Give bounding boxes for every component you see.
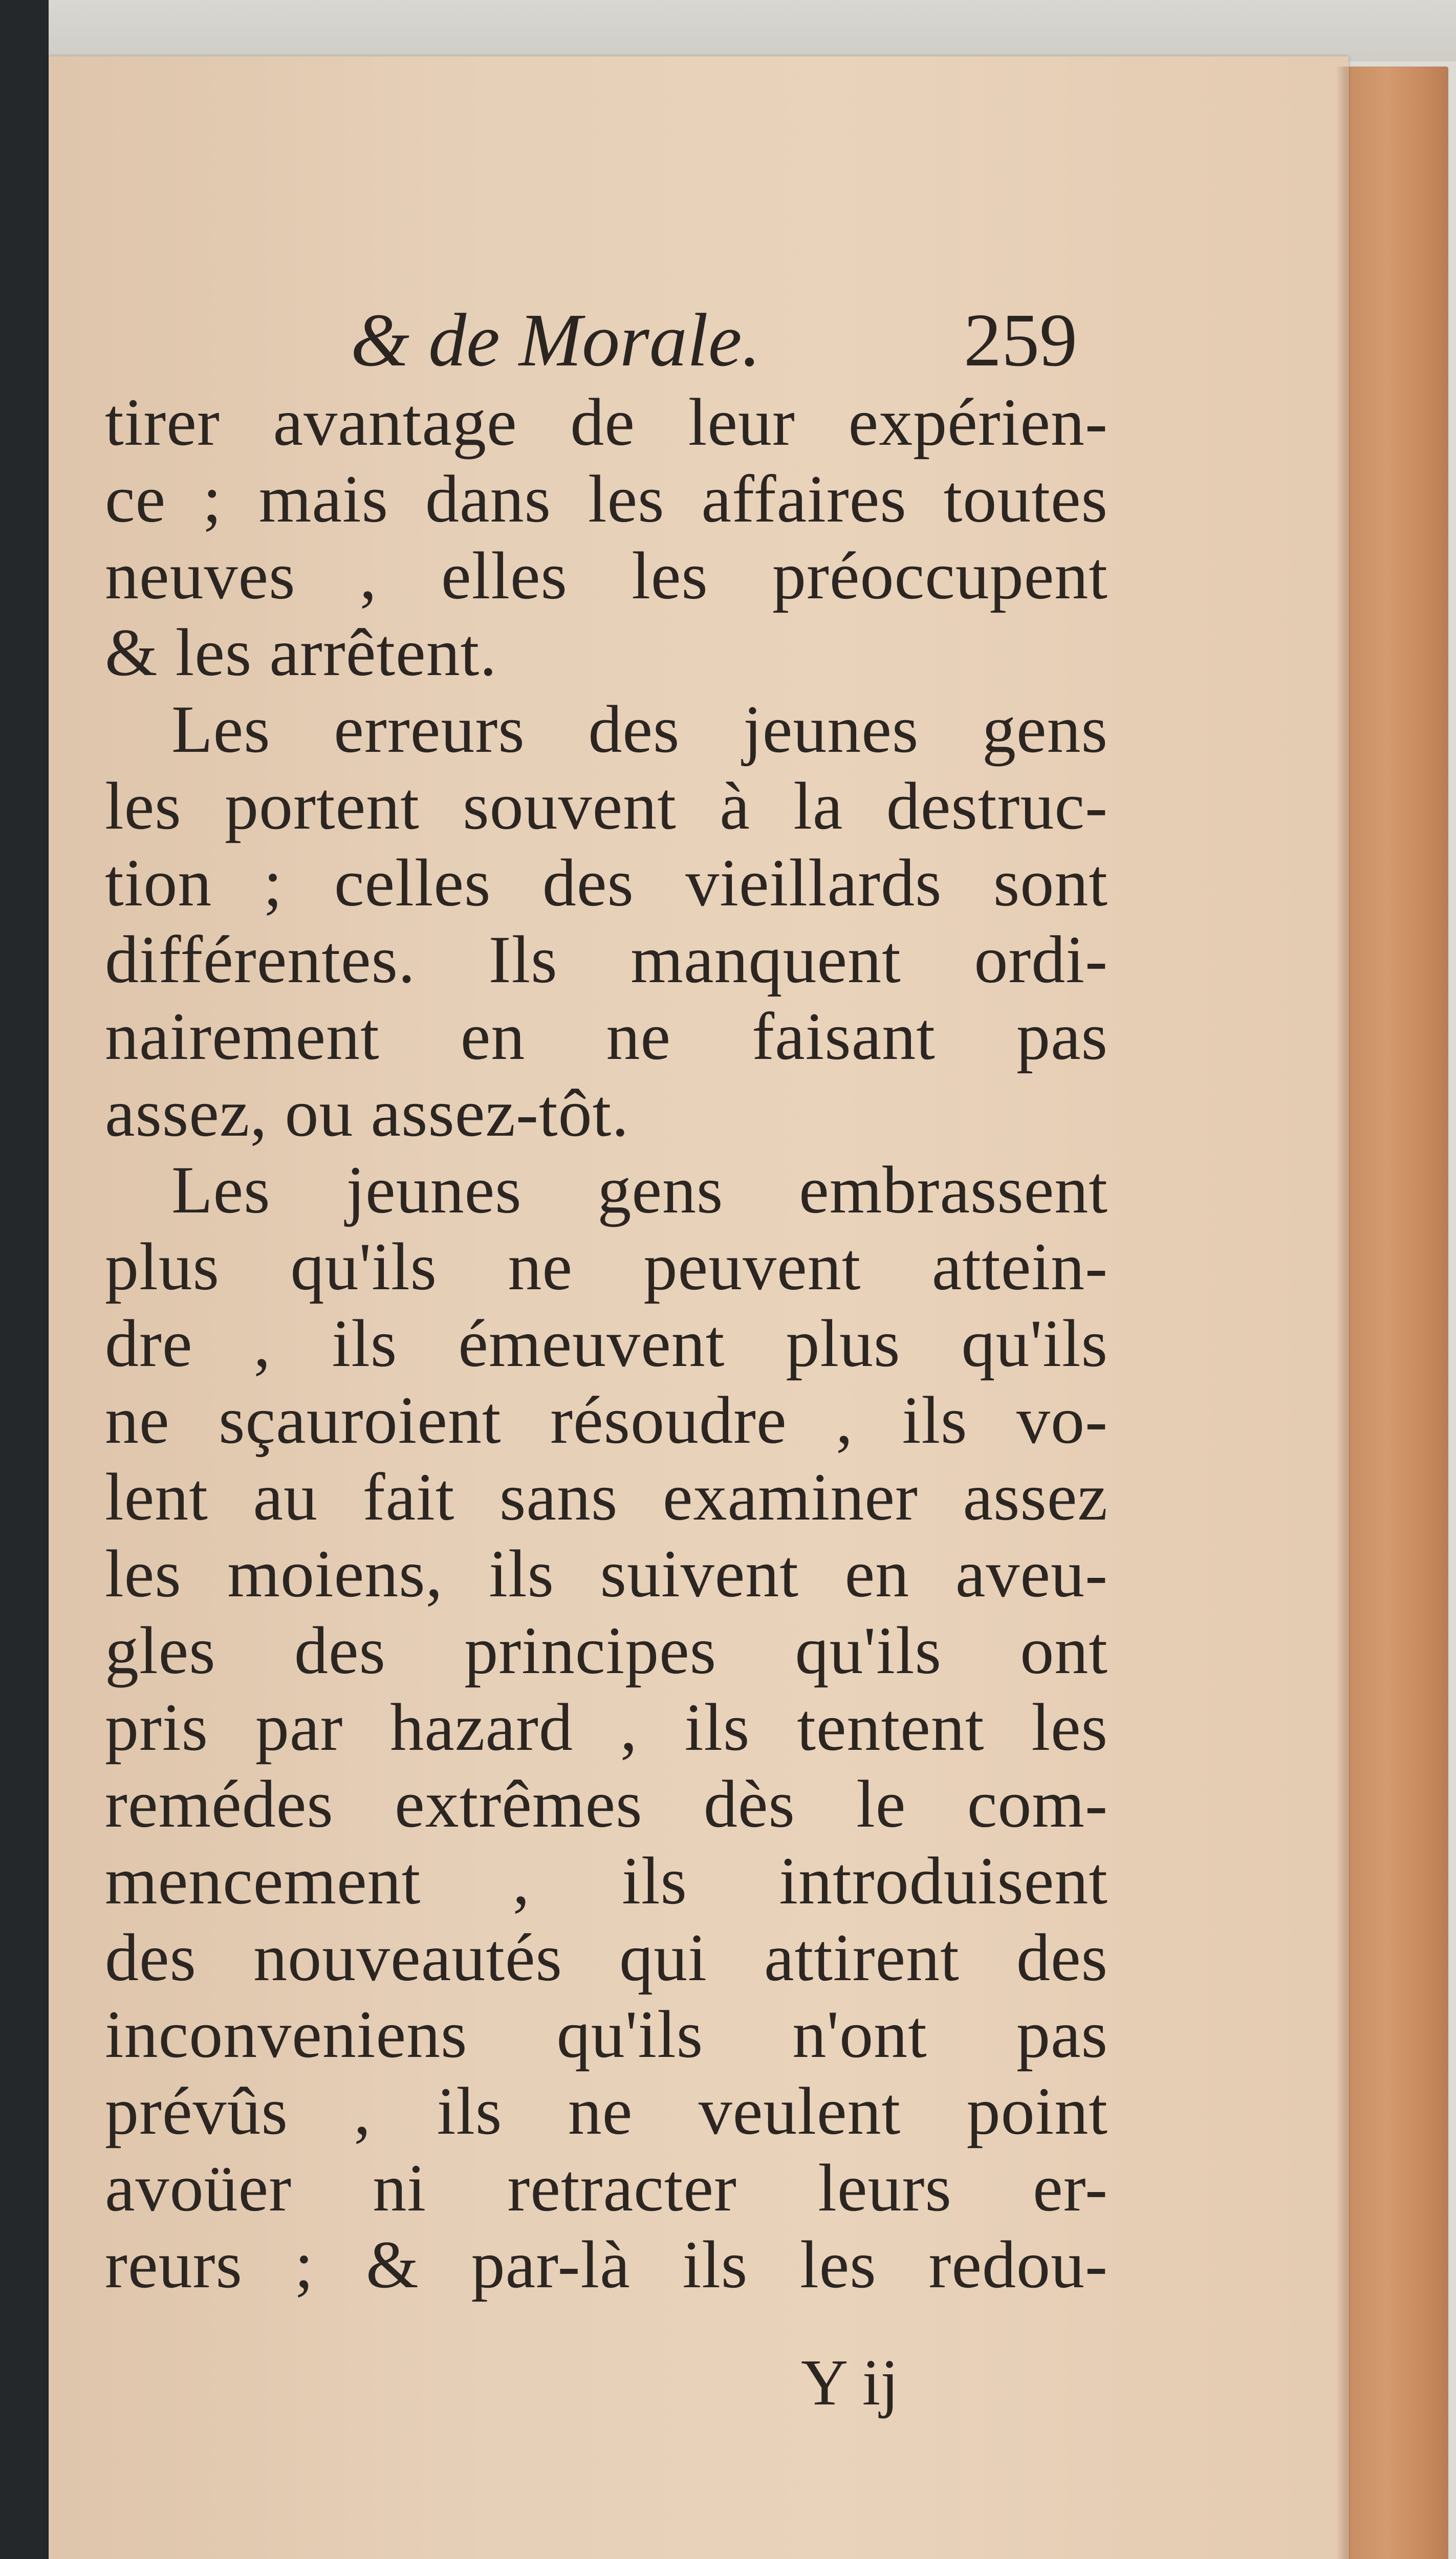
text-line: gles des principes qu'ils ont [105,1613,1108,1688]
text-line: reurs ; & par-là ils les redou- [105,2227,1108,2302]
text-line: différentes. Ils manquent ordi- [105,922,1108,997]
text-line: Les jeunes gens embrassent [171,1152,1108,1227]
page-block-edge [1346,67,1448,2559]
text-line: les moiens, ils suivent en aveu- [105,1536,1108,1611]
text-line: tion ; celles des vieillards sont [105,845,1108,920]
text-line: neuves , elles les préoccupent [105,538,1108,613]
text-line: des nouveautés qui attirent des [105,1920,1108,1995]
book-binding [0,0,49,2559]
text-line: mencement , ils introduisent [105,1843,1108,1918]
text-line: prévûs , ils ne veulent point [105,2073,1108,2149]
text-line: ne sçauroient résoudre , ils vo- [105,1382,1108,1458]
body-text [105,384,1108,2303]
text-line: & les arrêtent. [105,615,497,690]
text-line: assez, ou assez-tôt. [105,1075,629,1151]
text-line: pris par hazard , ils tentent les [105,1689,1108,1765]
page-number: 259 [964,298,1077,382]
signature-mark: Y ij [801,2346,899,2419]
text-line: inconveniens qu'ils n'ont pas [105,1997,1108,2072]
text-line: remédes extrêmes dès le com- [105,1766,1108,1841]
text-line: dre , ils émeuvent plus qu'ils [105,1306,1108,1381]
background-top [49,0,1456,61]
book-page [49,56,1349,2559]
text-line: avoüer ni retracter leurs er- [105,2150,1108,2225]
text-line: nairement en ne faisant pas [105,999,1108,1074]
text-line: lent au fait sans examiner assez [105,1459,1108,1534]
text-line: Les erreurs des jeunes gens [171,691,1108,767]
text-line: ce ; mais dans les affaires toutes [105,461,1108,536]
running-head [351,289,1077,392]
running-head-title: & de Morale. [351,298,761,382]
text-line: tirer avantage de leur expérien- [105,384,1108,460]
text-line: les portent souvent à la destruc- [105,768,1108,843]
page-edge-shadow [1336,67,1348,2559]
text-line: plus qu'ils ne peuvent attein- [105,1229,1108,1304]
